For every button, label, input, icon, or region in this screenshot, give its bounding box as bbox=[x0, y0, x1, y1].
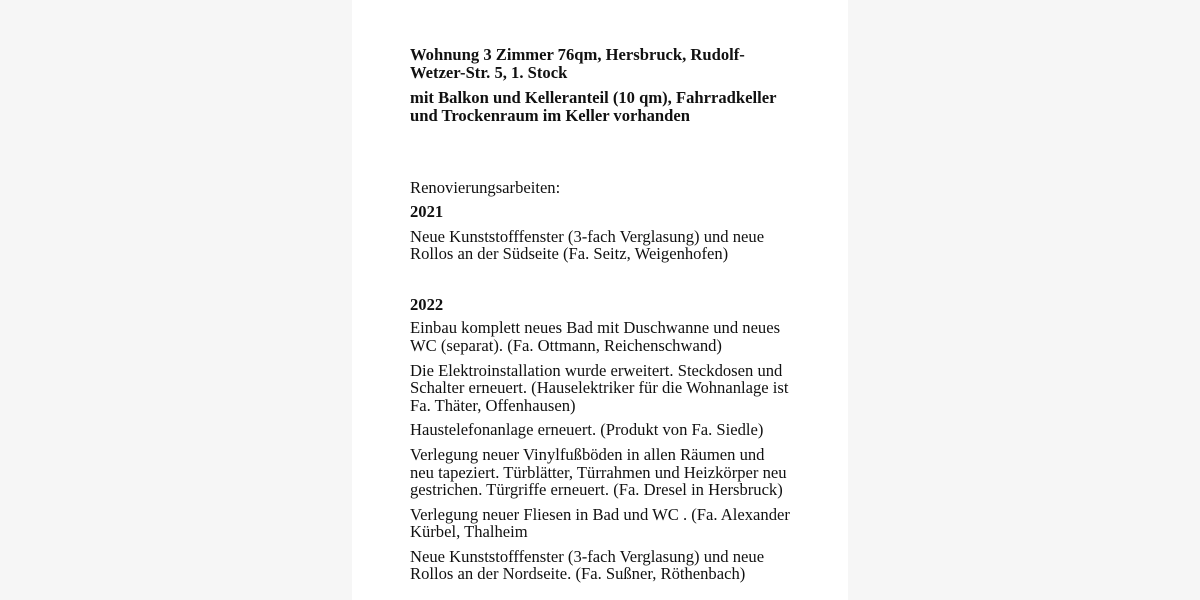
renovation-item: Die Elektroinstallation wurde erweitert. Steckdosen und Schalter erneuert. (Hauselektriker für die Wohnanlage ist Fa. Thäter, Offenhausen) bbox=[410, 360, 789, 415]
renovation-item: Verlegung neuer Fliesen in Bad und WC . (Fa. Alexander Kürbel, Thalheim bbox=[410, 504, 790, 542]
document-page bbox=[352, 0, 848, 600]
renovation-item: Neue Kunststofffenster (3-fach Verglasung) und neue Rollos an der Nordseite. (Fa. Sußner, Röthenbach) bbox=[410, 546, 765, 584]
renovation-item: Neue Kunststofffenster (3-fach Verglasung) und neue Rollos an der Südseite (Fa. Seitz, Weigenhofen) bbox=[410, 226, 765, 264]
renovation-item: Haustelefonanlage erneuert. (Produkt von Fa. Siedle) bbox=[410, 420, 764, 440]
year-heading-2022: 2022 bbox=[410, 294, 444, 314]
year-heading-2021: 2021 bbox=[410, 201, 444, 221]
section-heading: Renovierungsarbeiten: bbox=[410, 178, 561, 198]
renovation-item: Einbau komplett neues Bad mit Duschwanne und neues WC (separat). (Fa. Ottmann, Reichenschwand) bbox=[410, 318, 781, 355]
document-content bbox=[410, 46, 790, 583]
renovation-item: Verlegung neuer Vinylfußböden in allen Räumen und neu tapeziert. Türblätter, Türrahmen und Heizkörper neu gestrichen. Türgriffe erneuert. (Fa. Dresel in Hersbruck) bbox=[410, 444, 787, 500]
document-subtitle: mit Balkon und Kelleranteil (10 qm), Fahrradkeller und Trockenraum im Keller vorhanden bbox=[410, 88, 777, 125]
document-title: Wohnung 3 Zimmer 76qm, Hersbruck, Rudolf-Wetzer-Str. 5, 1. Stock bbox=[410, 45, 745, 82]
